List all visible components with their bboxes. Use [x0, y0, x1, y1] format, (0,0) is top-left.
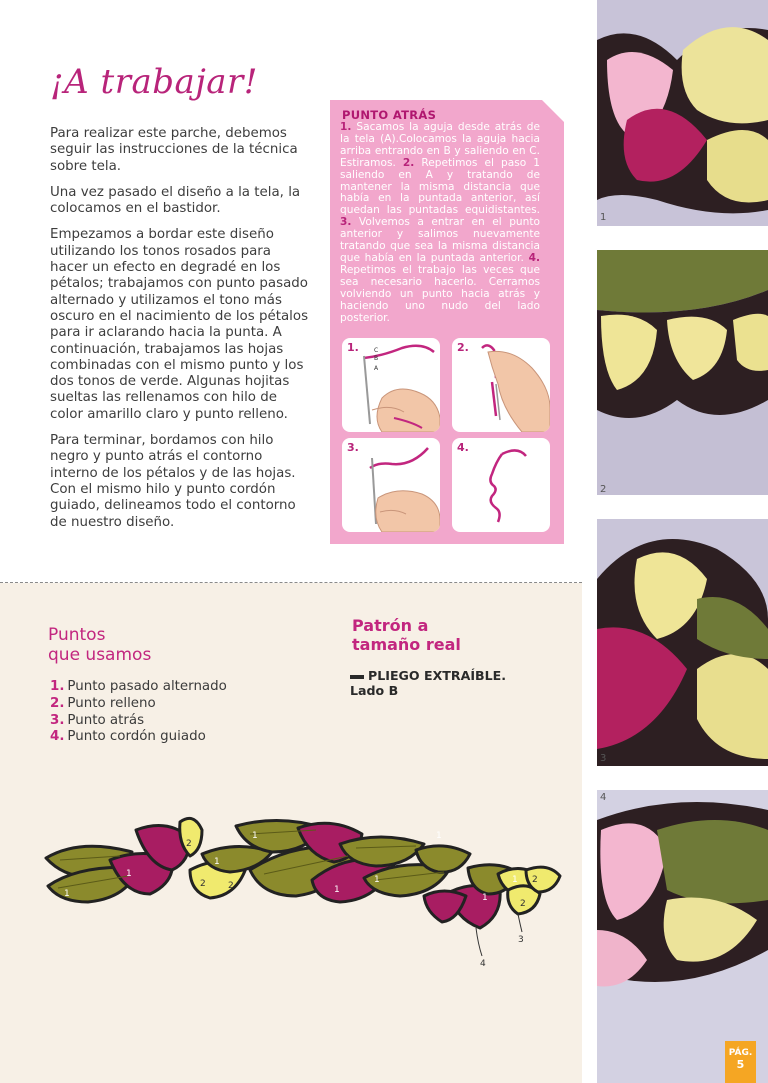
pattern-label: 1 — [374, 875, 380, 885]
step-illustration-2 — [452, 338, 550, 432]
pattern-label: 1 — [126, 869, 132, 879]
paragraph: Para terminar, bordamos con hilo negro y punto atrás el contorno interno de los pétalos y de las hojas. Con el mismo hilo y punto cordón guiado, delineamos todo el contorno de nuestro diseño. — [50, 433, 296, 530]
step-illustration-1 — [342, 338, 440, 432]
illustration-number: 2. — [457, 341, 469, 354]
pattern-label: 1 — [64, 889, 70, 899]
list-item: 3. Punto atrás — [50, 712, 145, 728]
pattern-label: 1 — [334, 885, 340, 895]
step-text: Repetimos el trabajo las veces que sea necesario hacerlo. Cerramos volviendo un punto hacia atrás y haciendo uno nudo del lado posterior. — [340, 263, 540, 324]
paragraph: Empezamos a bordar este diseño utilizando los tonos rosados para hacer un efecto en degradé en los pétalos; trabajamos con punto pasado alternado y utilizamos el tono más oscuro en el nacimiento de los pétalos para ir aclarando hacia la punta. A continuación, trabajamos las hojas combinadas con el mismo punto y los dos tonos de verde. Algunas hojitas sueltas las rellenamos con hilo de color amarillo claro y punto relleno. — [50, 227, 309, 422]
embroidery-photo-3 — [597, 519, 768, 766]
embroidery-photo-1 — [597, 0, 768, 226]
paragraph: Para realizar este parche, debemos seguir las instrucciones de la técnica sobre tela. — [50, 126, 298, 174]
embroidery-pattern — [40, 810, 570, 980]
letter-label: C — [374, 347, 379, 354]
pattern-label: 2 — [186, 839, 192, 849]
instructions-text — [50, 126, 312, 541]
embroidery-photo-2 — [597, 250, 768, 495]
list-item: 4. Punto cordón guiado — [50, 729, 206, 745]
pattern-label: 2 — [520, 899, 526, 909]
stitch-list — [50, 679, 227, 746]
list-item: 2. Punto relleno — [50, 695, 156, 711]
photo-column — [597, 0, 768, 1083]
pattern-label: 1 — [252, 831, 258, 841]
paragraph: Una vez pasado el diseño a la tela, la colocamos en el bastidor. — [50, 184, 301, 217]
list-item: 1. Punto pasado alternado — [50, 679, 227, 694]
illustration-number: 1. — [347, 341, 359, 354]
punto-atras-steps — [340, 122, 540, 324]
step-text: Sacamos la aguja desde atrás de la tela (A).Colocamos la aguja hacia arriba entrando en B y saliendo en C. Estiramos. — [340, 121, 540, 169]
pattern-label: 2 — [228, 881, 234, 891]
pliego-note: PLIEGO EXTRAÍBLE. Lado B — [350, 668, 507, 698]
step-number: 4. — [528, 251, 540, 264]
photo-number: 3 — [600, 753, 607, 764]
photo-number: 4 — [600, 792, 607, 803]
pattern-label: 1 — [482, 893, 488, 903]
step-number: 3. — [340, 216, 352, 229]
pattern-label: 2 — [200, 879, 206, 889]
dash-icon — [350, 675, 364, 679]
step-text: Volvemos a entrar en el punto anterior y salimos nuevamente tratando que sea la misma distancia que había en la puntada anterior. — [340, 216, 540, 264]
punto-atras-panel — [330, 100, 564, 544]
pattern-label: 1 — [512, 875, 518, 885]
puntos-heading: Puntos que usamos — [48, 625, 152, 665]
step-number: 2. — [402, 156, 415, 169]
letter-label: A — [374, 365, 379, 372]
pattern-label: 4 — [480, 959, 486, 969]
step-illustration-3 — [342, 438, 440, 532]
pattern-label: 3 — [518, 935, 524, 945]
step-number: 1. — [340, 121, 352, 133]
pattern-label: 1 — [214, 857, 220, 867]
embroidery-photo-4 — [597, 790, 768, 1083]
step-text: Repetimos el paso 1 saliendo en A y tratando de mantener la misma distancia que había en la puntada anterior, así quedan las puntadas equidistantes. — [340, 156, 540, 217]
pattern-heading: Patrón a tamaño real — [352, 616, 461, 654]
punto-atras-heading: PUNTO ATRÁS — [342, 108, 437, 122]
page-number-badge: PÁG. 5 — [725, 1041, 756, 1083]
letter-label: B — [374, 355, 379, 362]
page-title: ¡A trabajar! — [50, 62, 258, 102]
pattern-label: 1 — [436, 831, 442, 841]
step-illustration-4 — [452, 438, 550, 532]
pattern-label: 2 — [532, 875, 538, 885]
illustration-number: 3. — [347, 441, 359, 454]
photo-number: 2 — [600, 484, 607, 495]
photo-number: 1 — [600, 212, 607, 223]
illustration-number: 4. — [457, 441, 469, 454]
